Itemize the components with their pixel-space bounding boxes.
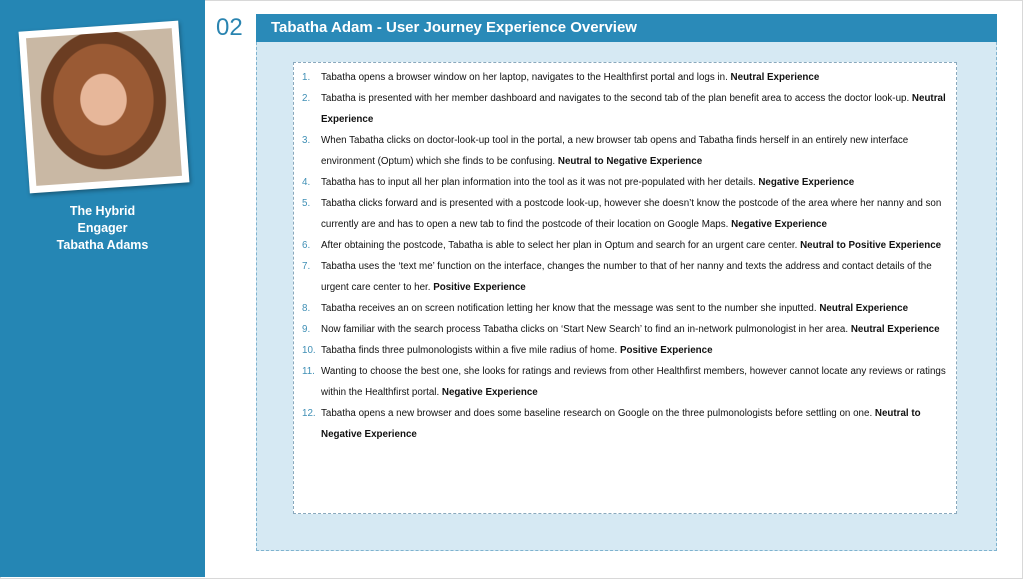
journey-step (302, 235, 948, 256)
journey-step (302, 67, 948, 88)
step-text: Tabatha opens a browser window on her laptop, navigates to the Healthfirst portal and logs in. (321, 72, 731, 83)
persona-photo (19, 21, 190, 194)
journey-step (302, 298, 948, 319)
step-number: 5. (302, 198, 311, 209)
step-number: 6. (302, 240, 311, 251)
persona-type-line1: The Hybrid (69, 204, 136, 218)
step-number: 8. (302, 303, 311, 314)
step-number: 10. (302, 345, 316, 356)
persona-photo-image (26, 28, 182, 186)
journey-step (302, 88, 948, 130)
step-text: Tabatha uses the ‘text me’ function on the interface, changes the number to that of her nanny and texts the address and contact details of the urgent care center to her. (321, 261, 932, 293)
step-text: When Tabatha clicks on doctor-look-up tool in the portal, a new browser tab opens and Tabatha finds herself in an entirely new interface environment (Optum) which she finds to be confusing. (321, 135, 909, 167)
step-text: Tabatha is presented with her member dashboard and navigates to the second tab of the plan benefit area to access the doctor look-up. (321, 93, 912, 104)
journey-step (302, 172, 948, 193)
step-rating: Negative Experience (441, 387, 538, 398)
step-text: Tabatha has to input all her plan information into the tool as it was not pre-populated with her details. (321, 177, 759, 188)
journey-step (302, 361, 948, 403)
step-number: 2. (302, 93, 311, 104)
step-number: 9. (302, 324, 311, 335)
step-number: 12. (302, 408, 316, 419)
step-rating: Positive Experience (433, 282, 526, 293)
step-number: 11. (302, 366, 315, 377)
page-title: Tabatha Adam - User Journey Experience Overview (256, 14, 997, 42)
persona-name: Tabatha Adams (56, 238, 149, 252)
journey-step (302, 340, 948, 361)
step-rating: Neutral Experience (819, 303, 909, 314)
journey-step (302, 319, 948, 340)
step-rating: Neutral to Positive Experience (800, 240, 942, 251)
step-text: Tabatha receives an on screen notification letting her know that the message was sent to the number she inputted. (321, 303, 820, 314)
step-rating: Neutral Experience (321, 93, 946, 125)
journey-step (302, 403, 948, 445)
step-number: 4. (302, 177, 311, 188)
journey-step (302, 256, 948, 298)
step-rating: Negative Experience (758, 177, 855, 188)
step-text: Wanting to choose the best one, she looks for ratings and reviews from other Healthfirst members, however cannot locate any reviews or ratings within the Healthfirst portal. (321, 366, 946, 398)
step-text: Tabatha opens a new browser and does some baseline research on Google on the three pulmonologists before settling on one. (321, 408, 875, 419)
section-number: 02 (216, 14, 243, 41)
step-number: 3. (302, 135, 311, 146)
step-rating: Neutral Experience (850, 324, 940, 335)
persona-caption (0, 203, 205, 254)
step-text: Tabatha finds three pulmonologists within a five mile radius of home. (321, 345, 620, 356)
step-rating: Positive Experience (619, 345, 713, 356)
step-text: Tabatha clicks forward and is presented with a postcode look-up, however she doesn’t know the postcode of the area where her nanny and son currently are and has to open a new tab to find the postcode of their location on Google Maps. (321, 198, 942, 230)
persona-type-line2: Engager (77, 221, 128, 235)
step-rating: Neutral Experience (730, 72, 820, 83)
persona-sidebar (0, 0, 205, 577)
journey-steps-list (302, 67, 948, 445)
step-number: 1. (302, 72, 311, 83)
step-rating: Negative Experience (731, 219, 827, 230)
step-text: After obtaining the postcode, Tabatha is able to select her plan in Optum and search for an urgent care center. (321, 240, 801, 251)
journey-step (302, 130, 948, 172)
step-text: Now familiar with the search process Tabatha clicks on ‘Start New Search’ to find an in-network pulmonologist in her area. (321, 324, 851, 335)
journey-step (302, 193, 948, 235)
step-rating: Neutral to Negative Experience (557, 156, 703, 167)
journey-steps-box (293, 62, 957, 514)
step-rating: Neutral to Negative Experience (321, 408, 921, 440)
step-number: 7. (302, 261, 311, 272)
